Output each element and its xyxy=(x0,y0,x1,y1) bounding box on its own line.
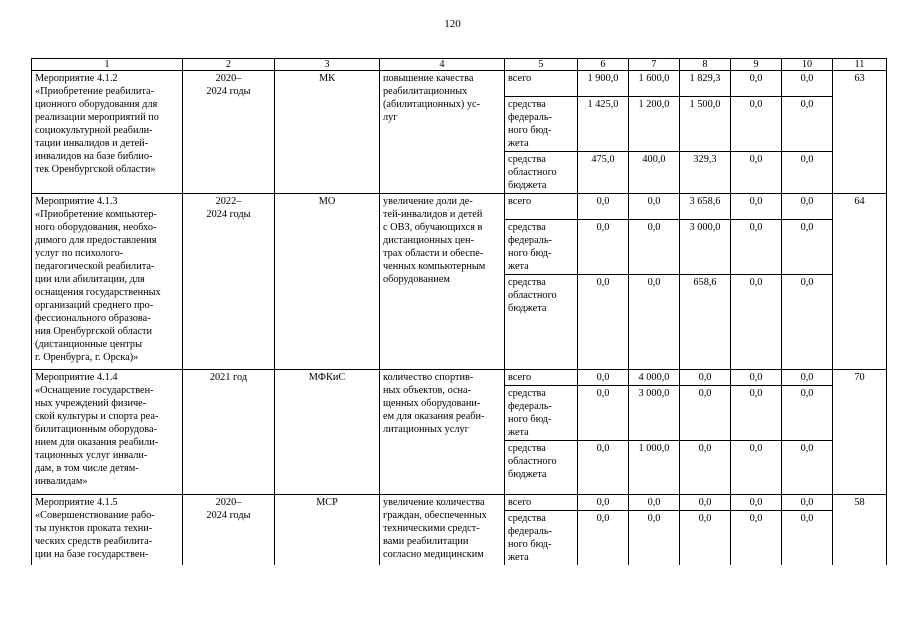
amount-cell: 475,0 xyxy=(578,152,629,194)
text-line: ных учреждений физиче- xyxy=(35,398,147,409)
text-line: жета xyxy=(508,138,529,149)
amount-cell: 0,0 xyxy=(731,152,782,194)
years-cell xyxy=(183,71,275,194)
text-line: тей-инвалидов и детей xyxy=(383,209,483,220)
text-line: жета xyxy=(508,427,529,438)
amount-cell: 0,0 xyxy=(629,194,680,220)
text-line: инвалидов на базе библио- xyxy=(35,151,153,162)
funding-row xyxy=(32,71,887,97)
years-cell xyxy=(183,495,275,566)
amount-cell: 3 658,6 xyxy=(680,194,731,220)
amount-cell: 1 200,0 xyxy=(629,97,680,152)
amount-cell: 0,0 xyxy=(782,71,833,97)
amount-cell: 0,0 xyxy=(731,275,782,370)
text-line: 2020– xyxy=(215,73,242,84)
amount-cell: 0,0 xyxy=(731,511,782,566)
responsible-cell: МСР xyxy=(275,495,380,566)
amount-cell: 0,0 xyxy=(782,495,833,511)
text-line: бюджета xyxy=(508,469,547,480)
amount-cell: 1 000,0 xyxy=(629,441,680,495)
text-line: щенных оборудовани- xyxy=(383,398,481,409)
text-line: всего xyxy=(508,497,532,508)
column-header: 9 xyxy=(731,59,782,71)
text-line: ного бюд- xyxy=(508,414,552,425)
text-line: дам, в том числе детям- xyxy=(35,463,139,474)
years-cell xyxy=(183,370,275,495)
text-line: Мероприятие 4.1.5 xyxy=(35,497,118,508)
amount-cell: 4 000,0 xyxy=(629,370,680,386)
amount-cell: 0,0 xyxy=(782,220,833,275)
indicator-cell xyxy=(380,71,505,194)
text-line: 2021 год xyxy=(209,372,248,383)
text-line: ции или абилитации, для xyxy=(35,274,145,285)
text-line: «Приобретение реабилита- xyxy=(35,86,155,97)
funding-source-cell xyxy=(505,194,578,220)
funding-source-cell xyxy=(505,152,578,194)
text-line: федераль- xyxy=(508,526,552,537)
amount-cell: 0,0 xyxy=(629,511,680,566)
amount-cell: 0,0 xyxy=(578,441,629,495)
text-line: Мероприятие 4.1.3 xyxy=(35,196,118,207)
funding-source-cell xyxy=(505,275,578,370)
text-line: техническими средст- xyxy=(383,523,480,534)
text-line: оборудованием xyxy=(383,274,450,285)
text-line: ного бюд- xyxy=(508,539,552,550)
indicator-number-cell: 58 xyxy=(833,495,887,566)
text-line: ской культуры и спорта реа- xyxy=(35,411,159,422)
text-line: Мероприятие 4.1.2 xyxy=(35,73,118,84)
amount-cell: 0,0 xyxy=(578,370,629,386)
text-line: средства xyxy=(508,99,546,110)
text-line: 2024 годы xyxy=(206,510,251,521)
funding-source-cell xyxy=(505,511,578,566)
text-line: 2022– xyxy=(215,196,242,207)
amount-cell: 0,0 xyxy=(782,275,833,370)
text-line: ных объектов, осна- xyxy=(383,385,472,396)
amount-cell: 0,0 xyxy=(731,386,782,441)
text-line: «Совершенствование рабо- xyxy=(35,510,155,521)
funding-row xyxy=(32,370,887,386)
amount-cell: 0,0 xyxy=(731,441,782,495)
column-number-header-row xyxy=(32,59,887,71)
funding-source-cell xyxy=(505,71,578,97)
text-line: с ОВЗ, обучающихся в xyxy=(383,222,483,233)
funding-source-cell xyxy=(505,220,578,275)
column-header: 5 xyxy=(505,59,578,71)
amount-cell: 0,0 xyxy=(731,97,782,152)
amount-cell: 0,0 xyxy=(731,71,782,97)
indicator-cell xyxy=(380,194,505,370)
text-line: услуг по психолого- xyxy=(35,248,124,259)
text-line: 2024 годы xyxy=(206,86,251,97)
amount-cell: 400,0 xyxy=(629,152,680,194)
column-header: 11 xyxy=(833,59,887,71)
text-line: областного xyxy=(508,167,557,178)
amount-cell: 0,0 xyxy=(680,370,731,386)
text-line: фессионального образова- xyxy=(35,313,151,324)
column-header: 1 xyxy=(32,59,183,71)
responsible-cell: МК xyxy=(275,71,380,194)
text-line: «Оснащение государствен- xyxy=(35,385,154,396)
indicator-number-cell: 64 xyxy=(833,194,887,370)
text-line: Мероприятие 4.1.4 xyxy=(35,372,118,383)
text-line: ческих средств реабилита- xyxy=(35,536,153,547)
indicator-number-cell: 70 xyxy=(833,370,887,495)
amount-cell: 0,0 xyxy=(629,495,680,511)
text-line: вами реабилитации xyxy=(383,536,469,547)
text-line: педагогической реабилита- xyxy=(35,261,155,272)
text-line: ты пунктов проката техни- xyxy=(35,523,153,534)
text-line: федераль- xyxy=(508,401,552,412)
page-number: 120 xyxy=(444,18,461,30)
text-line: тек Оренбургской области» xyxy=(35,164,156,175)
text-line: инвалидам» xyxy=(35,476,88,487)
text-line: средства xyxy=(508,154,546,165)
amount-cell: 0,0 xyxy=(782,370,833,386)
amount-cell: 1 600,0 xyxy=(629,71,680,97)
amount-cell: 658,6 xyxy=(680,275,731,370)
text-line: всего xyxy=(508,73,532,84)
funding-source-cell xyxy=(505,441,578,495)
text-line: повышение качества xyxy=(383,73,474,84)
amount-cell: 1 425,0 xyxy=(578,97,629,152)
amount-cell: 0,0 xyxy=(629,275,680,370)
text-line: бюджета xyxy=(508,180,547,191)
amount-cell: 1 500,0 xyxy=(680,97,731,152)
column-header: 8 xyxy=(680,59,731,71)
indicator-number-cell: 63 xyxy=(833,71,887,194)
text-line: всего xyxy=(508,372,532,383)
text-line: граждан, обеспеченных xyxy=(383,510,487,521)
activity-name-cell xyxy=(32,370,183,495)
responsible-cell: МФКиС xyxy=(275,370,380,495)
text-line: тационных услуг инвали- xyxy=(35,450,148,461)
amount-cell: 0,0 xyxy=(680,511,731,566)
activity-name-cell xyxy=(32,71,183,194)
funding-source-cell xyxy=(505,386,578,441)
amount-cell: 0,0 xyxy=(782,152,833,194)
amount-cell: 0,0 xyxy=(731,220,782,275)
text-line: ного бюд- xyxy=(508,125,552,136)
amount-cell: 0,0 xyxy=(782,441,833,495)
column-header: 2 xyxy=(183,59,275,71)
activity-name-cell xyxy=(32,194,183,370)
text-line: 2020– xyxy=(215,497,242,508)
text-line: федераль- xyxy=(508,112,552,123)
column-header: 7 xyxy=(629,59,680,71)
text-line: ного бюд- xyxy=(508,248,552,259)
text-line: средства xyxy=(508,222,546,233)
text-line: 2024 годы xyxy=(206,209,251,220)
amount-cell: 0,0 xyxy=(782,194,833,220)
amount-cell: 0,0 xyxy=(731,194,782,220)
amount-cell: 0,0 xyxy=(578,495,629,511)
amount-cell: 0,0 xyxy=(680,386,731,441)
text-line: средства xyxy=(508,443,546,454)
text-line: социокультурной реабили- xyxy=(35,125,153,136)
amount-cell: 0,0 xyxy=(731,495,782,511)
text-line: нием для оказания реабили- xyxy=(35,437,159,448)
amount-cell: 0,0 xyxy=(680,441,731,495)
indicator-cell xyxy=(380,370,505,495)
text-line: дистанционных цен- xyxy=(383,235,474,246)
text-line: (абилитационных) ус- xyxy=(383,99,481,110)
text-line: жета xyxy=(508,552,529,563)
indicator-cell xyxy=(380,495,505,566)
amount-cell: 0,0 xyxy=(578,194,629,220)
amount-cell: 329,3 xyxy=(680,152,731,194)
text-line: реализации мероприятий по xyxy=(35,112,159,123)
amount-cell: 0,0 xyxy=(680,495,731,511)
funding-source-cell xyxy=(505,495,578,511)
text-line: ционного оборудования для xyxy=(35,99,158,110)
text-line: бюджета xyxy=(508,303,547,314)
text-line: количество спортив- xyxy=(383,372,474,383)
text-line: жета xyxy=(508,261,529,272)
column-header: 6 xyxy=(578,59,629,71)
text-line: ния Оренбургской области xyxy=(35,326,153,337)
text-line: организаций среднего про- xyxy=(35,300,154,311)
text-line: средства xyxy=(508,388,546,399)
funding-row xyxy=(32,194,887,220)
text-line: димого для предоставления xyxy=(35,235,157,246)
text-line: областного xyxy=(508,290,557,301)
amount-cell: 0,0 xyxy=(578,275,629,370)
text-line: г. Оренбурга, г. Орска)» xyxy=(35,352,139,363)
text-line: ного оборудования, необхо- xyxy=(35,222,157,233)
text-line: согласно медицинским xyxy=(383,549,484,560)
activity-name-cell xyxy=(32,495,183,566)
text-line: областного xyxy=(508,456,557,467)
text-line: ченных компьютерным xyxy=(383,261,486,272)
text-line: увеличение доли де- xyxy=(383,196,473,207)
text-line: ции на базе государствен- xyxy=(35,549,149,560)
text-line: луг xyxy=(383,112,398,123)
text-line: тации инвалидов и детей- xyxy=(35,138,149,149)
text-line: средства xyxy=(508,277,546,288)
text-line: средства xyxy=(508,513,546,524)
text-line: билитационным оборудова- xyxy=(35,424,157,435)
amount-cell: 1 900,0 xyxy=(578,71,629,97)
column-header: 4 xyxy=(380,59,505,71)
amount-cell: 0,0 xyxy=(578,220,629,275)
text-line: трах области и обеспе- xyxy=(383,248,484,259)
amount-cell: 0,0 xyxy=(629,220,680,275)
amount-cell: 0,0 xyxy=(578,511,629,566)
funding-source-cell xyxy=(505,97,578,152)
funding-row xyxy=(32,495,887,511)
text-line: (дистанционные центры xyxy=(35,339,142,350)
text-line: оснащения государственных xyxy=(35,287,161,298)
text-line: «Приобретение компьютер- xyxy=(35,209,157,220)
column-header: 3 xyxy=(275,59,380,71)
text-line: литационных услуг xyxy=(383,424,469,435)
responsible-cell: МО xyxy=(275,194,380,370)
amount-cell: 1 829,3 xyxy=(680,71,731,97)
column-header: 10 xyxy=(782,59,833,71)
amount-cell: 0,0 xyxy=(782,386,833,441)
text-line: ем для оказания реаби- xyxy=(383,411,485,422)
amount-cell: 3 000,0 xyxy=(629,386,680,441)
amount-cell: 0,0 xyxy=(782,97,833,152)
amount-cell: 0,0 xyxy=(578,386,629,441)
program-activities-table xyxy=(31,58,887,565)
amount-cell: 0,0 xyxy=(731,370,782,386)
funding-source-cell xyxy=(505,370,578,386)
years-cell xyxy=(183,194,275,370)
amount-cell: 0,0 xyxy=(782,511,833,566)
text-line: федераль- xyxy=(508,235,552,246)
text-line: увеличение количества xyxy=(383,497,485,508)
text-line: реабилитационных xyxy=(383,86,468,97)
amount-cell: 3 000,0 xyxy=(680,220,731,275)
text-line: всего xyxy=(508,196,532,207)
